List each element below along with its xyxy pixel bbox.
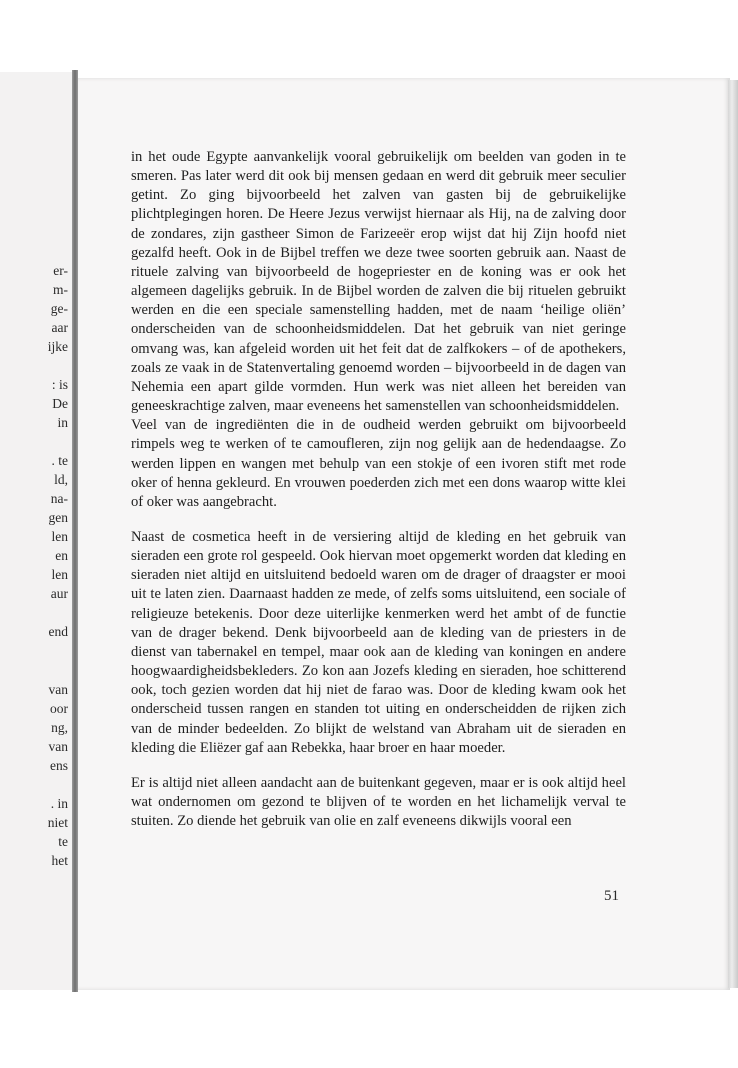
left-fragment-line: ens [50, 758, 68, 773]
left-fragment-line: van [48, 682, 68, 697]
left-fragment-line: . in [50, 796, 68, 811]
left-fragment-line: na- [50, 491, 68, 506]
left-fragment-line: aar [51, 320, 68, 335]
left-fragment-line: niet [47, 815, 68, 830]
left-fragment-line: gen [48, 510, 68, 525]
left-fragment-line: m- [53, 282, 68, 297]
page-edge [728, 80, 738, 988]
left-fragment-line: len [51, 529, 68, 544]
left-fragment-line: ld, [54, 472, 68, 487]
left-fragment-line: . te [51, 453, 68, 468]
left-fragment-line: end [48, 624, 68, 639]
left-fragment-line: er- [53, 263, 68, 278]
paragraph: Er is altijd niet alleen aandacht aan de buitenkant gegeven, maar er is ook altijd heel wat ondernomen om gezond te blijven of te worden en het lichamelijk verval te stuiten. Zo diende het gebruik van olie en zalf eveneens dikwijls vooral een [131, 774, 626, 830]
left-page [0, 72, 72, 990]
left-fragment-line: het [51, 853, 68, 868]
left-fragment-line: aur [50, 586, 68, 601]
page-number: 51 [604, 888, 619, 904]
paragraph: Veel van de ingrediënten die in de oudheid werden gebruikt om bijvoorbeeld rimpels weg te werken of te camoufleren, zijn nog gelijk aan de hedendaagse. Zo werden lippen en wangen met behulp van een stokje of een ivoren stift met rode oker of henna gekleurd. En vrouwen poederden zich met een dons waarop witte klei of oker was aangebracht. [131, 417, 626, 510]
body-text [131, 148, 626, 831]
left-fragment-line: in [57, 415, 68, 430]
left-fragment-line: De [52, 396, 68, 411]
left-fragment-line: van [48, 739, 68, 754]
left-fragment-line: oor [50, 701, 68, 716]
paragraph: Naast de cosmetica heeft in de versiering altijd de kleding en het gebruik van sieraden een grote rol gespeeld. Ook hiervan moet opgemerkt worden dat kleding en sieraden niet altijd en uitsluitend bedoeld waren om de drager of draagster er mooi uit te laten zien. Daarnaast hadden ze mede, of zelfs soms uitsluitend, een sociale of religieuze betekenis. Door deze uiterlijke kenmerken werd het ambt of de functie van de drager bekend. Denk bijvoorbeeld aan de kleding van de priesters in de dienst van tabernakel en tempel, maar ook aan de kleding van koningen en andere hoogwaardigheidsbekleders. Zo kon aan Jozefs kleding en sieraden, hoe schitterend ook, toch gezien worden dat hij niet de farao was. Door de kleding kwam ook het onderscheid tussen rangen en standen tot uiting en onderscheidden de rijken zich van de minder bedeelden. Zo blijkt de welstand van Abraham uit de sieraden en kleding die Eliëzer gaf aan Rebekka, haar broer en haar moeder. [131, 528, 626, 756]
paragraph: in het oude Egypte aanvankelijk vooral gebruikelijk om beelden van goden in te smeren. Pas later werd dit ook bij mensen gedaan en werd dit gebruik meer seculier getint. Zo ging bijvoorbeeld het zalven van gasten bij de gebruikelijke plichtplegingen horen. De Heere Jezus verwijst hiernaar als Hij, na de zalving door de zondares, zijn gastheer Simon de Farizeeër erop wijst dat hij Zijn hoofd niet gezalfd heeft. Ook in de Bijbel treffen we deze twee soorten gebruik aan. Naast de rituele zalving van bijvoorbeeld de hogepriester en de koning was er ook het algemeen dagelijks gebruik. In de Bijbel worden de zalven die bij rituelen gebruikt werden en die een speciale samenstelling hadden, met de naam ‘heilige oliën’ onderscheiden van de schoonheidsmiddelen. Dat het gebruik van niet geringe omvang was, kan afgeleid worden uit het feit dat de zalfkokers – of de apothekers, zoals ze vaak in de Statenvertaling genoemd worden – bijvoorbeeld in de dagen van Nehemia een apart gilde vormden. Hun werk was niet alleen het bereiden van geneeskrachtige zalven, maar eveneens het samenstellen van schoonheidsmiddelen. [131, 149, 626, 415]
left-fragment-line: len [51, 567, 68, 582]
left-fragment-line: ge- [50, 301, 68, 316]
left-fragment-line: en [55, 548, 68, 563]
left-fragment-line: te [58, 834, 68, 849]
left-fragment-line: : is [51, 377, 68, 392]
left-fragment-line: ijke [47, 339, 68, 354]
left-fragment-line: ng, [51, 720, 68, 735]
